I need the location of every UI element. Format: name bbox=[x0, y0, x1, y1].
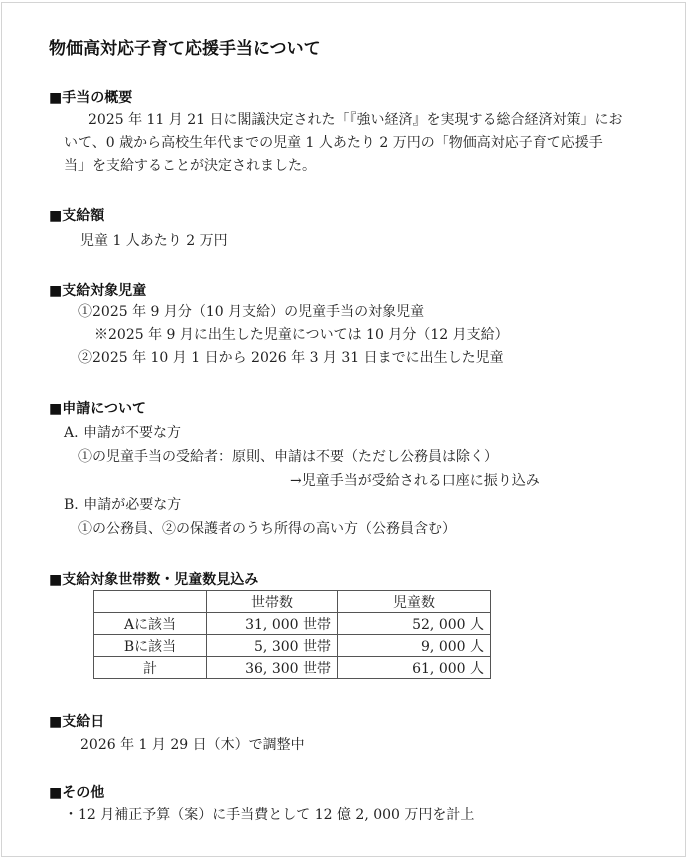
section-heading-overview: ■手当の概要 bbox=[49, 90, 133, 106]
payment-date-line-1: 2026 年 1 月 29 日（木）で調整中 bbox=[80, 737, 305, 753]
overview-line-2: いて、0 歳から高校生年代までの児童 1 人あたり 2 万円の「物価高対応子育て応援手 bbox=[64, 135, 603, 151]
table-cell-households: 31, 000 世帯 bbox=[207, 613, 338, 635]
table-header-blank bbox=[94, 591, 207, 613]
table-cell-category: Bに該当 bbox=[94, 635, 207, 657]
section-heading-eligible-children: ■支給対象児童 bbox=[49, 283, 147, 299]
estimates-table bbox=[93, 590, 491, 679]
application-line-a: A. 申請が不要な方 bbox=[64, 425, 182, 441]
eligible-line-3: ②2025 年 10 月 1 日から 2026 年 3 月 31 日までに出生した児童 bbox=[78, 350, 504, 366]
table-header-households: 世帯数 bbox=[207, 591, 338, 613]
table-cell-children: 9, 000 人 bbox=[338, 635, 491, 657]
table-row bbox=[94, 635, 491, 657]
table-row bbox=[94, 613, 491, 635]
table-header-row bbox=[94, 591, 491, 613]
application-line-a-detail: ①の児童手当の受給者：原則、申請は不要（ただし公務員は除く） bbox=[78, 449, 498, 465]
table-header-children: 児童数 bbox=[338, 591, 491, 613]
section-heading-estimates: ■支給対象世帯数・児童数見込み bbox=[49, 572, 259, 588]
table-cell-households: 36, 300 世帯 bbox=[207, 657, 338, 679]
eligible-line-2: ※2025 年 9 月に出生した児童については 10 月分（12 月支給） bbox=[94, 327, 509, 343]
section-heading-application: ■申請について bbox=[49, 401, 146, 417]
application-line-b: B. 申請が必要な方 bbox=[64, 497, 182, 513]
table-row-total bbox=[94, 657, 491, 679]
overview-line-1: 2025 年 11 月 21 日に閣議決定された「『強い経済』を実現する総合経済対策」にお bbox=[88, 112, 623, 128]
application-line-b-detail: ①の公務員、②の保護者のうち所得の高い方（公務員含む） bbox=[78, 521, 456, 537]
table-cell-children: 61, 000 人 bbox=[338, 657, 491, 679]
eligible-line-1: ①2025 年 9 月分（10 月支給）の児童手当の対象児童 bbox=[78, 304, 425, 320]
section-heading-amount: ■支給額 bbox=[49, 208, 105, 224]
table-cell-category: 計 bbox=[94, 657, 207, 679]
section-heading-payment-date: ■支給日 bbox=[49, 714, 105, 730]
section-heading-other: ■その他 bbox=[49, 785, 105, 801]
table-cell-households: 5, 300 世帯 bbox=[207, 635, 338, 657]
application-line-a-transfer: →児童手当が受給される口座に振り込み bbox=[290, 473, 540, 489]
page-title: 物価高対応子育て応援手当について bbox=[49, 39, 321, 59]
overview-line-3: 当」を支給することが決定されました。 bbox=[64, 158, 316, 174]
table-cell-category: Aに該当 bbox=[94, 613, 207, 635]
table-cell-children: 52, 000 人 bbox=[338, 613, 491, 635]
other-line-1: ・12 月補正予算（案）に手当費として 12 億 2, 000 万円を計上 bbox=[64, 807, 475, 823]
amount-line-1: 児童 1 人あたり 2 万円 bbox=[80, 233, 228, 249]
